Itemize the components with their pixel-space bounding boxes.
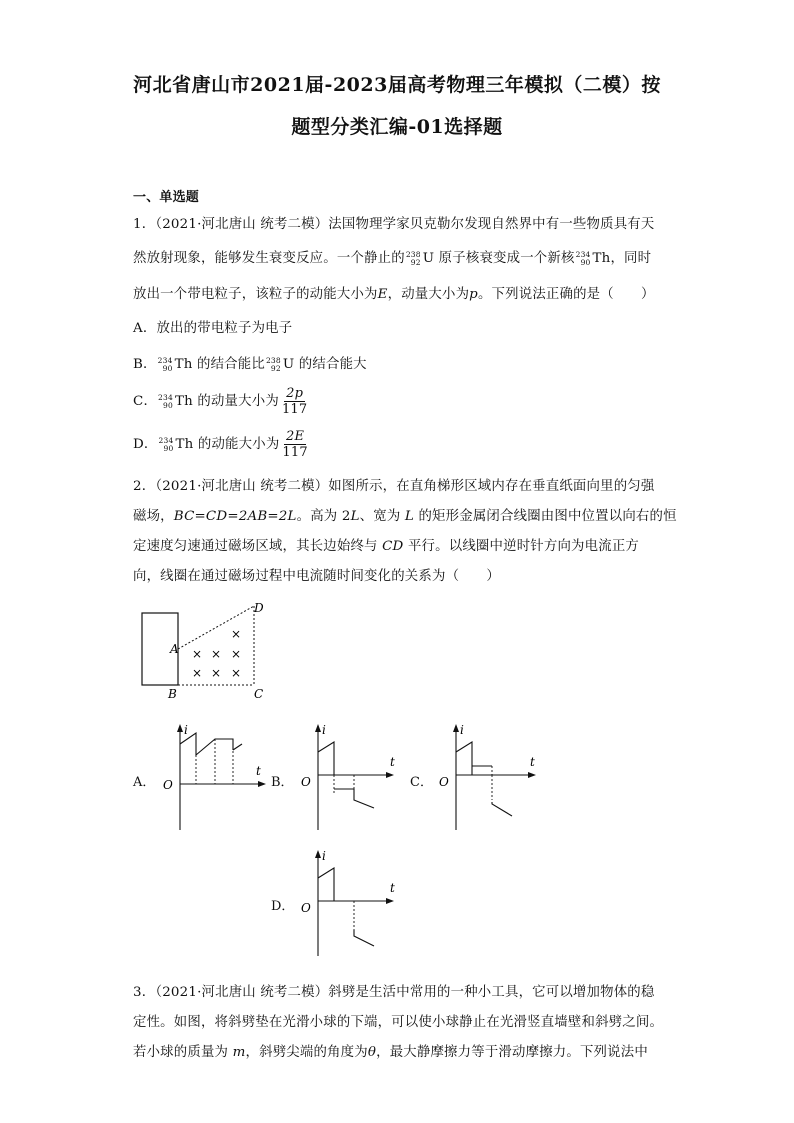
q2-option-b-label: B．: [271, 775, 294, 790]
label-b: B: [168, 687, 177, 701]
label-c: C: [254, 687, 264, 701]
q3-line3: 若小球的质量为 m，斜劈尖端的角度为θ，最大静摩擦力等于滑动摩擦力。下列说法中: [133, 1045, 648, 1060]
label-d: D: [254, 601, 264, 615]
q2-line4: 向，线圈在通过磁场过程中电流随时间变化的关系为（ ）: [133, 569, 500, 584]
field-crosses: [192, 627, 241, 680]
svg-text:O: O: [301, 901, 311, 915]
svg-text:t: t: [530, 755, 535, 769]
thorium-nuclide: 234 90: [575, 249, 591, 267]
q1-option-a: A．放出的带电粒子为电子: [133, 321, 293, 336]
q1-line2: 然放射现象，能够发生衰变反应。一个静止的 238 92 U 原子核衰变成一个新核 234 90 Th，同时: [133, 249, 652, 267]
svg-text:×: ×: [211, 666, 222, 680]
svg-text:O: O: [439, 775, 449, 789]
svg-text:O: O: [301, 775, 311, 789]
trapezoid-field-figure: [138, 598, 278, 702]
svg-text:i: i: [460, 723, 464, 737]
graph-option-c: [434, 722, 546, 834]
graph-option-b: [296, 722, 408, 834]
q2-line3: 定速度匀速通过磁场区域，其长边始终与 CD 平行。以线圈中逆时针方向为电流正方: [133, 539, 640, 554]
q1-line1: 1．（2021·河北唐山 统考二模）法国物理学家贝克勒尔发现自然界中有一些物质具有天: [133, 217, 655, 232]
svg-text:×: ×: [211, 647, 222, 661]
svg-text:O: O: [163, 778, 173, 792]
svg-text:×: ×: [231, 647, 242, 661]
graph-option-d: [296, 848, 408, 960]
q2-option-d-label: D．: [271, 899, 295, 914]
q1-option-c: C． 234 90 Th 的动量大小为 $\frac{2p}{117}$: [133, 386, 308, 417]
svg-text:i: i: [322, 723, 326, 737]
q1-option-d: D． 234 90 Th 的动能大小为 $\frac{2E}{117}$: [133, 429, 308, 460]
trapezoid-slant-edge: [178, 606, 254, 649]
uranium-nuclide: 238 92: [405, 249, 421, 267]
doc-title-line2: 题型分类汇编-01选择题: [291, 116, 503, 138]
label-a: A: [170, 642, 179, 656]
q3-line1: 3．（2021·河北唐山 统考二模）斜劈是生活中常用的一种小工具，它可以增加物体的稳: [133, 985, 655, 1000]
q1-line3: 放出一个带电粒子，该粒子的动能大小为E，动量大小为p。下列说法正确的是（ ）: [133, 287, 655, 302]
svg-text:t: t: [256, 764, 261, 778]
graph-option-a: [158, 722, 270, 834]
svg-text:t: t: [390, 755, 395, 769]
q1-option-b: B． 234 90 Th 的结合能比 238 92 U 的结合能大: [133, 355, 367, 373]
q2-line1: 2．（2021·河北唐山 统考二模）如图所示，在直角梯形区域内存在垂直纸面向里的匀强: [133, 479, 655, 494]
section-heading: 一、单选题: [133, 190, 200, 205]
fraction-2p-117: $\frac{2p}{117}$: [281, 386, 308, 417]
fraction-2e-117: $\frac{2E}{117}$: [282, 429, 308, 460]
svg-text:×: ×: [192, 647, 203, 661]
svg-text:×: ×: [231, 666, 242, 680]
doc-title-line1: 河北省唐山市2021届-2023届高考物理三年模拟（二模）按: [133, 74, 661, 96]
current-curve: [180, 733, 233, 755]
svg-text:t: t: [390, 881, 395, 895]
svg-text:i: i: [184, 723, 188, 737]
q2-option-c-label: C．: [410, 775, 433, 790]
svg-text:×: ×: [192, 666, 203, 680]
q2-line2: 磁场，BC=CD=2AB=2L。高为 2L、宽为 L 的矩形金属闭合线圈由图中位置以向右的恒: [133, 509, 677, 524]
svg-text:×: ×: [231, 627, 242, 641]
svg-text:i: i: [322, 849, 326, 863]
q2-option-a-label: A．: [133, 775, 156, 790]
q3-line2: 定性。如图，将斜劈垫在光滑小球的下端，可以使小球静止在光滑竖直墙壁和斜劈之间。: [133, 1015, 664, 1030]
